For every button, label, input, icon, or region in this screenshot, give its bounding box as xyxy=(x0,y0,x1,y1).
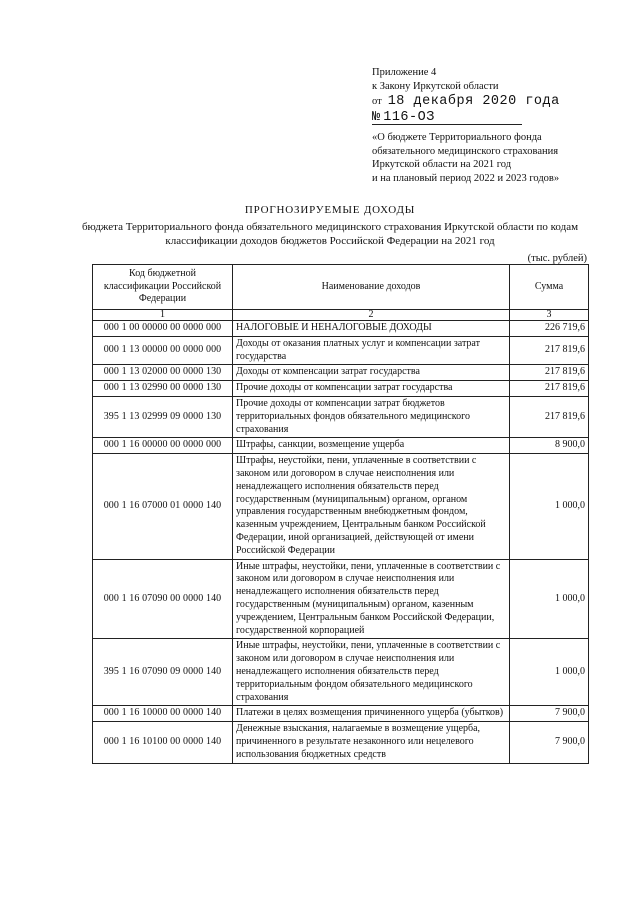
document-title: ПРОГНОЗИРУЕМЫЕ ДОХОДЫ xyxy=(244,204,416,216)
header-code: Код бюджетной классификации Российской Федерации xyxy=(93,265,233,310)
row-sum: 1 000,0 xyxy=(510,559,589,639)
row-sum: 217 819,6 xyxy=(510,336,589,365)
row-name: Штрафы, неустойки, пени, уплаченные в соответствии с законом или договором в случае неисполнения или ненадлежащего исполнения обязательств перед государственным (муниципальным) органом, органом управления государственным внебюджетным фондом, казенным учреждением, Центральным банком Российской Федерации, иной организацией, действующей от имени Российской Федерации xyxy=(233,454,510,559)
annex-date: 18 декабря 2020 года xyxy=(387,94,560,109)
row-name: Доходы от компенсации затрат государства xyxy=(233,365,510,381)
row-sum: 217 819,6 xyxy=(510,396,589,437)
row-name: Доходы от оказания платных услуг и компенсации затрат государства xyxy=(233,336,510,365)
row-sum: 217 819,6 xyxy=(510,365,589,381)
table-row xyxy=(93,365,589,381)
column-number-row xyxy=(93,310,589,321)
revenue-table xyxy=(92,264,589,764)
row-code: 000 1 16 07000 01 0000 140 xyxy=(93,454,233,559)
row-sum: 1 000,0 xyxy=(510,639,589,706)
annex-title-line: «О бюджете Территориального фонда xyxy=(372,132,542,143)
row-sum: 1 000,0 xyxy=(510,454,589,559)
row-code: 000 1 16 10000 00 0000 140 xyxy=(93,706,233,722)
row-name: Иные штрафы, неустойки, пени, уплаченные в соответствии с законом или договором в случае неисполнения или ненадлежащего исполнения обязательств перед территориальным фондом обязательного медицинского страхования xyxy=(233,639,510,706)
row-code: 000 1 00 00000 00 0000 000 xyxy=(93,321,233,337)
table-row xyxy=(93,559,589,639)
units-label: (тыс. рублей) xyxy=(527,253,587,264)
annex-date-line xyxy=(372,93,634,110)
table-row xyxy=(93,438,589,454)
row-code: 000 1 16 10100 00 0000 140 xyxy=(93,722,233,763)
column-number: 2 xyxy=(233,310,510,321)
row-sum: 8 900,0 xyxy=(510,438,589,454)
row-name: Денежные взыскания, налагаемые в возмещение ущерба, причиненного в результате незаконного или нецелевого использования бюджетных средств xyxy=(233,722,510,763)
annex-law: к Закону Иркутской области xyxy=(372,80,499,92)
row-name: Иные штрафы, неустойки, пени, уплаченные в соответствии с законом или договором в случае неисполнения или ненадлежащего исполнения обязательств перед государственным (муниципальным) органом, казенным учреждением, Центральным банком Российской Федерации, государственной корпорацией xyxy=(233,559,510,639)
row-sum: 7 900,0 xyxy=(510,706,589,722)
row-code: 000 1 13 02000 00 0000 130 xyxy=(93,365,233,381)
table-row xyxy=(93,336,589,365)
annex-date-prefix: от xyxy=(372,96,382,107)
table-header-row xyxy=(93,265,589,310)
row-name: Прочие доходы от компенсации затрат государства xyxy=(233,381,510,397)
row-sum: 7 900,0 xyxy=(510,722,589,763)
annex-title-line: Иркутской области на 2021 год xyxy=(372,159,512,170)
column-number: 1 xyxy=(93,310,233,321)
table-row xyxy=(93,321,589,337)
annex-title-line: обязательного медицинского страхования xyxy=(372,145,559,157)
row-name: Прочие доходы от компенсации затрат бюджетов территориальных фондов обязательного медицинского страхования xyxy=(233,396,510,437)
table-row xyxy=(93,454,589,559)
header-sum: Сумма xyxy=(510,265,589,310)
row-name: Штрафы, санкции, возмещение ущерба xyxy=(233,438,510,454)
document-heading xyxy=(60,203,600,248)
annex-appendix: Приложение 4 xyxy=(372,67,437,78)
row-name: НАЛОГОВЫЕ И НЕНАЛОГОВЫЕ ДОХОДЫ xyxy=(233,321,510,337)
row-code: 000 1 16 07090 00 0000 140 xyxy=(93,559,233,639)
annex-block xyxy=(372,66,634,185)
row-code: 000 1 16 00000 00 0000 000 xyxy=(93,438,233,454)
annex-number: 116-ОЗ xyxy=(383,110,435,125)
table-row xyxy=(93,396,589,437)
row-code: 000 1 13 02990 00 0000 130 xyxy=(93,381,233,397)
row-code: 395 1 16 07090 09 0000 140 xyxy=(93,639,233,706)
document-subtitle: бюджета Территориального фонда обязательного медицинского страхования Иркутской области по кодам классификации доходов бюджетов Российской Федерации на 2021 год xyxy=(81,221,579,247)
row-sum: 217 819,6 xyxy=(510,381,589,397)
header-name: Наименование доходов xyxy=(233,265,510,310)
table-row xyxy=(93,381,589,397)
annex-number-line xyxy=(372,110,634,125)
row-sum: 226 719,6 xyxy=(510,321,589,337)
annex-title-line: и на плановый период 2022 и 2023 годов» xyxy=(372,172,560,184)
annex-number-prefix: № xyxy=(372,110,381,125)
row-name: Платежи в целях возмещения причиненного ущерба (убытков) xyxy=(233,706,510,722)
table-row xyxy=(93,722,589,763)
row-code: 000 1 13 00000 00 0000 000 xyxy=(93,336,233,365)
table-row xyxy=(93,639,589,706)
table-row xyxy=(93,706,589,722)
column-number: 3 xyxy=(510,310,589,321)
row-code: 395 1 13 02999 09 0000 130 xyxy=(93,396,233,437)
